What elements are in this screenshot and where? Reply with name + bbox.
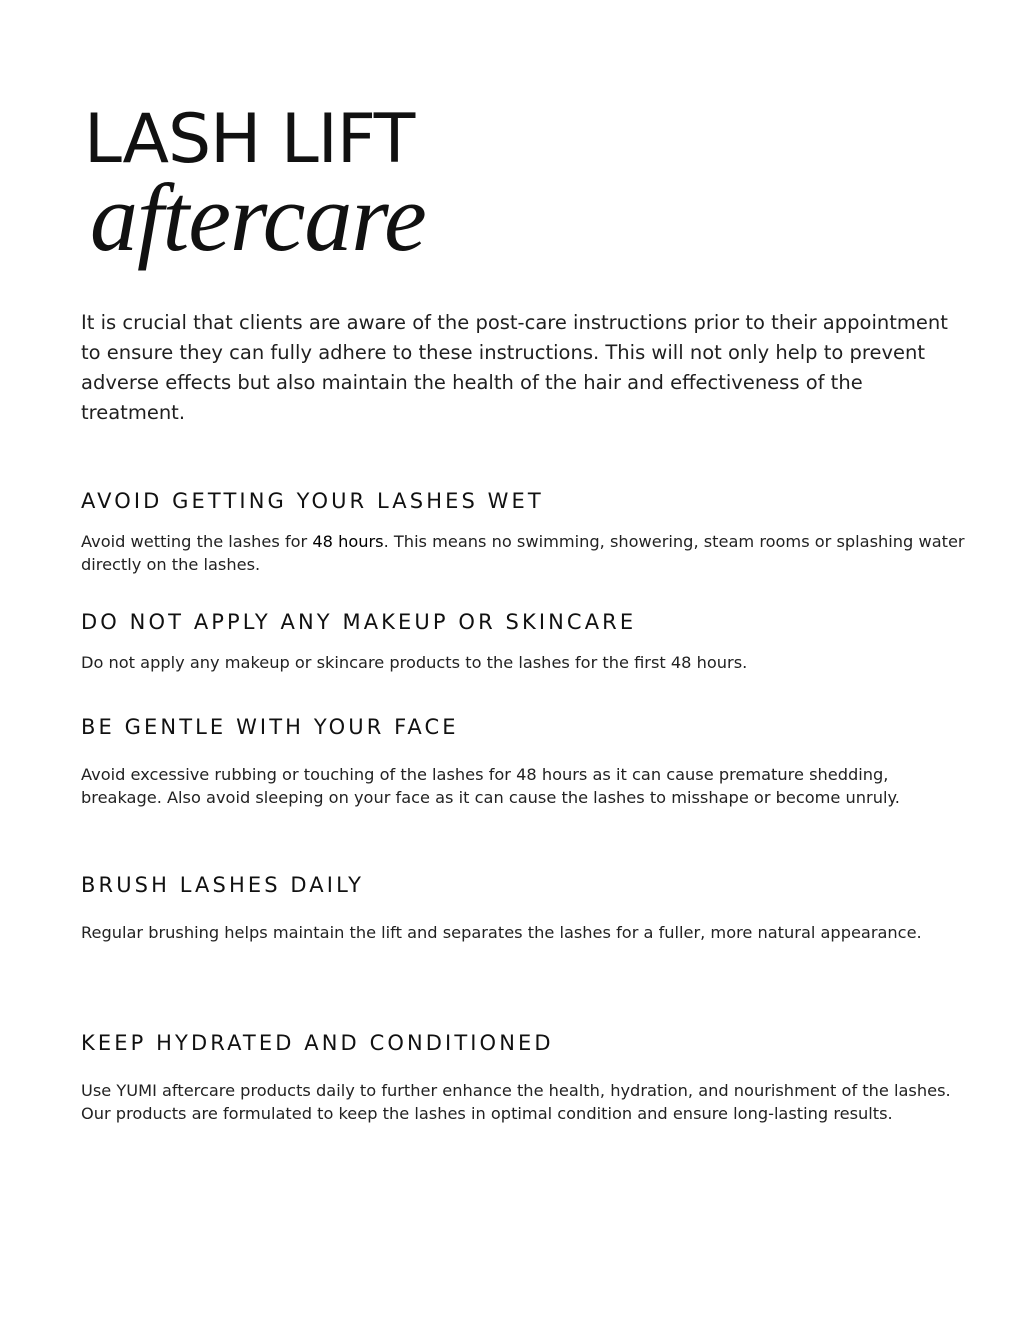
section-heading-brush-daily: BRUSH LASHES DAILY — [81, 873, 365, 897]
body-text-end: . This means no swimming, showering, steam rooms or splashing water directly on the lashes. — [81, 532, 965, 574]
title-lash-lift: LASH LIFT — [84, 100, 415, 179]
section-heading-avoid-wet: AVOID GETTING YOUR LASHES WET — [81, 489, 544, 513]
intro-paragraph: It is crucial that clients are aware of the post-care instructions prior to their appointment to ensure they can fully adhere to these instructions. This will not only help to prevent adverse effects but also maintain the health of the hair and effectiveness of the treatment. — [81, 311, 948, 424]
section-body-avoid-wet — [81, 530, 971, 576]
emphasis-48-hours: 48 hours — [312, 532, 384, 551]
section-heading-no-makeup: DO NOT APPLY ANY MAKEUP OR SKINCARE — [81, 610, 637, 634]
section-heading-be-gentle: BE GENTLE WITH YOUR FACE — [81, 715, 459, 739]
section-body-no-makeup: Do not apply any makeup or skincare products to the lashes for the first 48 hours. — [81, 653, 748, 672]
body-text-start: Avoid wetting the lashes for — [81, 532, 313, 551]
section-body-be-gentle: Avoid excessive rubbing or touching of the lashes for 48 hours as it can cause premature shedding, breakage. Also avoid sleeping on your face as it can cause the lashes to misshape or become unruly. — [81, 765, 900, 807]
title-aftercare: aftercare — [90, 164, 426, 271]
section-body-hydrated: Use YUMI aftercare products daily to further enhance the health, hydration, and nourishment of the lashes. Our products are formulated to keep the lashes in optimal condition and ensure long-lasting results. — [81, 1081, 951, 1123]
section-body-brush-daily: Regular brushing helps maintain the lift and separates the lashes for a fuller, more natural appearance. — [81, 923, 922, 942]
section-heading-hydrated: KEEP HYDRATED AND CONDITIONED — [81, 1031, 554, 1055]
